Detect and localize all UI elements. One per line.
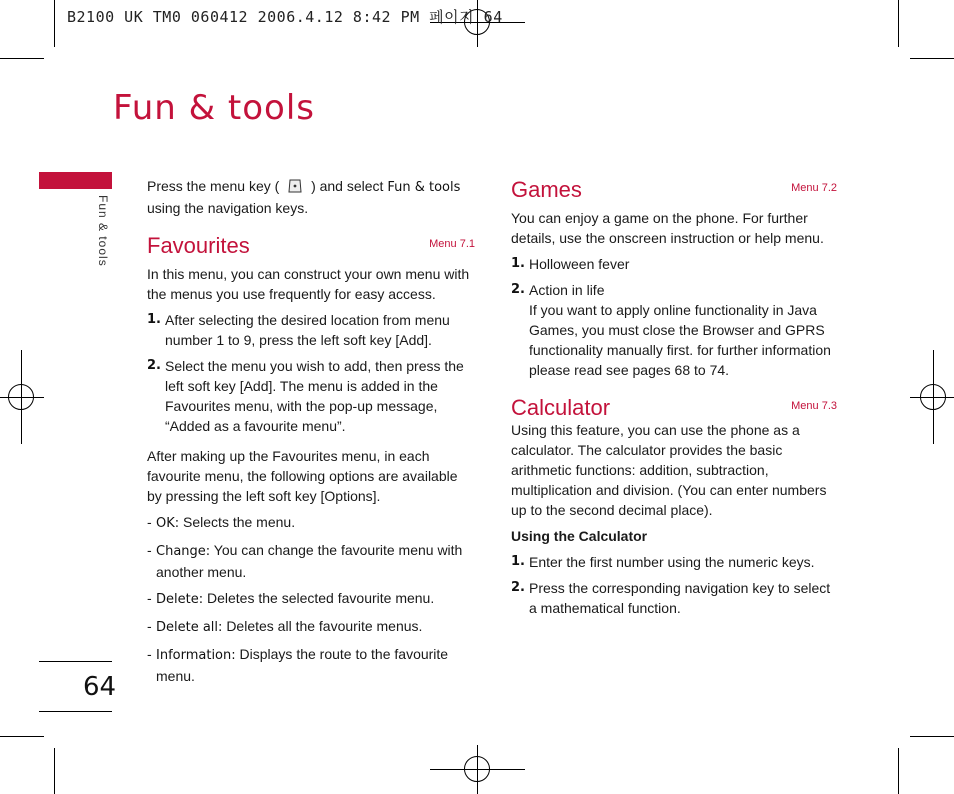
list-item: - Information: Displays the route to the favourite menu. — [147, 646, 449, 684]
crop-mark-tr-v — [898, 0, 899, 47]
calculator-subheading: Using the Calculator — [511, 528, 648, 544]
favourites-title: Favourites — [147, 233, 250, 258]
crop-mark-bl-v — [54, 748, 55, 794]
option-key: Change: — [156, 544, 211, 559]
games-intro: You can enjoy a game on the phone. For further details, use the onscreen instruction or help menu. — [511, 210, 824, 246]
item-text: Action in life — [529, 282, 605, 298]
crop-mark-bl-h — [0, 736, 44, 737]
option-text: You can change the favourite menu with another menu. — [156, 542, 463, 580]
menu-key-icon — [287, 178, 303, 194]
intro-paragraph — [147, 176, 475, 218]
favourites-heading — [147, 228, 475, 258]
reg-mark-right-circle — [920, 384, 946, 410]
crop-mark-br-v — [898, 748, 899, 794]
list-item: - Delete all: Deletes all the favourite menus. — [147, 618, 423, 635]
crop-mark-br-h — [910, 736, 954, 737]
intro-before: Press the menu key ( — [147, 178, 280, 194]
item-detail: If you want to apply online functionality in Java Games, you must close the Browser and GPRS functionality manually first. for further information please read see pages 68 to 74. — [529, 302, 831, 378]
print-header: B2100 UK TM0 060412 2006.4.12 8:42 PM 페이지 64 — [67, 8, 503, 26]
option-key: OK: — [156, 516, 180, 531]
step-text: Enter the first number using the numeric keys. — [529, 554, 815, 570]
step-text: Press the corresponding navigation key to select a mathematical function. — [529, 580, 831, 616]
reg-mark-left-circle — [8, 384, 34, 410]
side-label: Fun & tools — [96, 195, 110, 267]
list-item: - Change: You can change the favourite menu with another menu. — [147, 542, 463, 580]
favourites-menu-number: Menu 7.1 — [429, 238, 475, 250]
intro-rest: using the navigation keys. — [147, 200, 309, 216]
option-text: Selects the menu. — [183, 514, 296, 530]
option-key: Delete all: — [156, 620, 223, 635]
item-text: Holloween fever — [529, 256, 630, 272]
left-column — [147, 176, 475, 686]
list-item — [511, 254, 837, 274]
calculator-intro: Using this feature, you can use the phone as a calculator. The calculator provides the basic arithmetic functions: addition, subtraction, multiplication and division. (You can enter numbers up to the second decimal place). — [511, 422, 827, 518]
list-item — [511, 552, 837, 572]
games-heading — [511, 172, 837, 202]
crop-mark-tr-h — [910, 58, 954, 59]
list-item: - OK: Selects the menu. — [147, 514, 296, 531]
list-item: - Delete: Deletes the selected favourite menu. — [147, 590, 435, 607]
crop-mark-tl-h — [0, 58, 44, 59]
page-number: 64 — [83, 672, 117, 702]
item-number: 1. — [511, 256, 525, 271]
reg-mark-bottom-circle — [464, 756, 490, 782]
step-text: Select the menu you wish to add, then press the left soft key [Add]. The menu is added in the Favourites menu, with the pop-up message, “Added as a favourite menu”. — [165, 358, 464, 434]
list-item — [147, 356, 475, 436]
intro-keyword: Fun & tools — [387, 180, 461, 195]
list-item — [511, 280, 837, 380]
step-number: 1. — [147, 312, 161, 327]
calculator-title: Calculator — [511, 395, 611, 420]
page-number-rule-bottom — [39, 711, 112, 712]
step-number: 1. — [511, 554, 525, 569]
favourites-intro: In this menu, you can construct your own menu with the menus you use frequently for easy access. — [147, 266, 470, 302]
list-item — [511, 578, 837, 618]
step-text: After selecting the desired location from menu number 1 to 9, press the left soft key [Add]. — [165, 312, 450, 348]
option-key: Delete: — [156, 592, 204, 607]
option-text: Displays the route to the favourite menu. — [156, 646, 449, 684]
item-number: 2. — [511, 282, 525, 297]
intro-after: ) and select — [311, 178, 384, 194]
games-menu-number: Menu 7.2 — [791, 182, 837, 194]
option-text: Deletes the selected favourite menu. — [206, 590, 435, 606]
favourites-after-text: After making up the Favourites menu, in each favourite menu, the following options are available by pressing the left soft key [Options]. — [147, 448, 458, 504]
crop-mark-tl-v — [54, 0, 55, 47]
page-title: Fun & tools — [113, 88, 316, 128]
right-column — [511, 172, 837, 618]
calculator-heading — [511, 390, 837, 420]
option-text: Deletes all the favourite menus. — [226, 618, 423, 634]
step-number: 2. — [147, 358, 161, 373]
calculator-menu-number: Menu 7.3 — [791, 400, 837, 412]
option-key: Information: — [156, 648, 236, 663]
page-number-rule-top — [39, 661, 112, 662]
step-number: 2. — [511, 580, 525, 595]
games-title: Games — [511, 177, 582, 202]
list-item — [147, 310, 475, 350]
section-tab — [39, 172, 112, 189]
